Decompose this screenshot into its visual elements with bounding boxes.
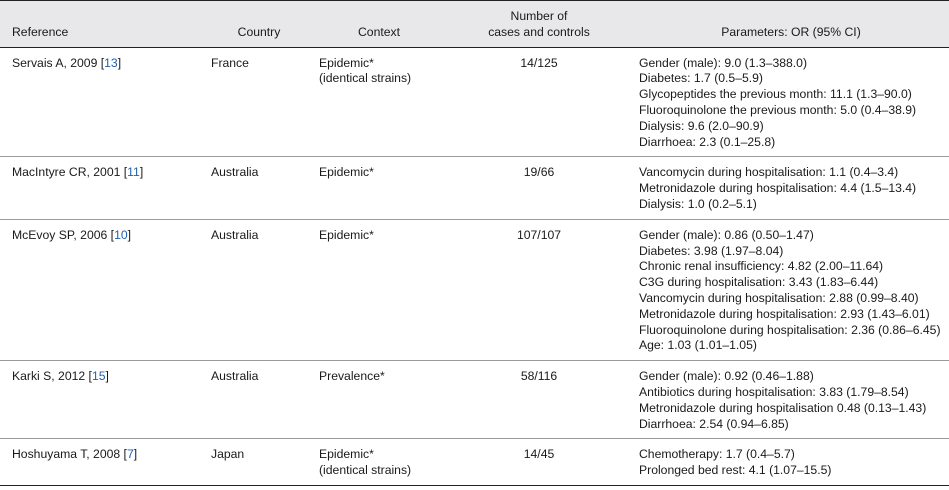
header-row: [0, 1, 949, 48]
cell-reference: [0, 219, 205, 360]
parameter-line: Metronidazole during hospitalisation 0.48 (0.13–1.43): [639, 400, 927, 415]
parameter-line: C3G during hospitalisation: 3.43 (1.83–6.44): [639, 275, 879, 290]
cell-cases-controls: 19/66: [445, 157, 633, 219]
parameter-line: Chronic renal insufficiency: 4.82 (2.00–11.64): [639, 259, 884, 274]
reference-author: Karki S, 2012 [: [12, 369, 92, 384]
table-row: [0, 361, 949, 439]
table-row: [0, 157, 949, 219]
context-line: Epidemic*: [319, 165, 374, 180]
context-line: Epidemic*: [319, 447, 374, 462]
table-row: [0, 47, 949, 157]
cell-context: [313, 47, 445, 157]
cell-parameters: [633, 157, 949, 219]
parameter-line: Prolonged bed rest: 4.1 (1.07–15.5): [639, 463, 832, 478]
cell-cases-controls: 107/107: [445, 219, 633, 360]
context-line: Epidemic*: [319, 227, 374, 242]
parameter-line: Dialysis: 9.6 (2.0–90.9): [639, 118, 764, 133]
header-cases-line2: cases and controls: [488, 24, 590, 39]
reference-author: MacIntyre CR, 2001 [: [12, 165, 128, 180]
cell-country: Australia: [205, 219, 313, 360]
cell-parameters: [633, 361, 949, 439]
parameter-line: Vancomycin during hospitalisation: 1.1 (0.4–3.4): [639, 165, 899, 180]
cell-cases-controls: 58/116: [445, 361, 633, 439]
reference-bracket: ]: [139, 165, 144, 180]
citation-link[interactable]: 11: [127, 165, 140, 180]
reference-author: McEvoy SP, 2006 [: [12, 227, 115, 242]
parameter-line: Chemotherapy: 1.7 (0.4–5.7): [639, 447, 795, 462]
context-line: (identical strains): [319, 71, 412, 86]
cell-country: Japan: [205, 439, 313, 486]
cell-parameters: [633, 439, 949, 486]
context-line: (identical strains): [319, 463, 412, 478]
cell-context: [313, 157, 445, 219]
reference-bracket: ]: [127, 227, 132, 242]
reference-author: Servais A, 2009 [: [12, 55, 105, 70]
reference-bracket: ]: [133, 447, 138, 462]
cell-context: [313, 219, 445, 360]
cell-cases-controls: 14/125: [445, 47, 633, 157]
parameter-line: Gender (male): 0.92 (0.46–1.88): [639, 369, 814, 384]
parameter-line: Diarrhoea: 2.3 (0.1–25.8): [639, 134, 776, 149]
cell-parameters: [633, 219, 949, 360]
citation-link[interactable]: 7: [126, 447, 134, 462]
citation-link[interactable]: 10: [114, 227, 128, 242]
parameter-line: Vancomycin during hospitalisation: 2.88 (0.99–8.40): [639, 290, 919, 305]
cell-reference: [0, 361, 205, 439]
parameter-line: Age: 1.03 (1.01–1.05): [639, 338, 757, 353]
reference-bracket: ]: [117, 55, 122, 70]
parameter-line: Antibiotics during hospitalisation: 3.83 (1.79–8.54): [639, 384, 909, 399]
cell-reference: [0, 47, 205, 157]
cell-country: Australia: [205, 157, 313, 219]
parameter-line: Diabetes: 1.7 (0.5–5.9): [639, 71, 763, 86]
cell-context: [313, 439, 445, 486]
parameter-line: Diarrhoea: 2.54 (0.94–6.85): [639, 416, 789, 431]
parameter-line: Metronidazole during hospitalisation: 4.4 (1.5–13.4): [639, 181, 917, 196]
parameter-line: Dialysis: 1.0 (0.2–5.1): [639, 196, 757, 211]
citation-link[interactable]: 13: [104, 55, 118, 70]
cell-reference: [0, 157, 205, 219]
table-row: [0, 219, 949, 360]
parameter-line: Gender (male): 0.86 (0.50–1.47): [639, 227, 814, 242]
reference-bracket: ]: [105, 369, 109, 384]
header-reference: Reference: [0, 1, 205, 48]
table-body: [0, 47, 949, 485]
header-parameters: Parameters: OR (95% CI): [633, 1, 949, 48]
cell-country: Australia: [205, 361, 313, 439]
header-cases: [445, 1, 633, 48]
parameter-line: Fluoroquinolone the previous month: 5.0 (0.4–38.9): [639, 102, 917, 117]
header-cases-line1: Number of: [510, 9, 568, 23]
parameter-line: Diabetes: 3.98 (1.97–8.04): [639, 243, 784, 258]
context-line: Epidemic*: [319, 55, 374, 70]
cell-reference: [0, 439, 205, 486]
cell-country: France: [205, 47, 313, 157]
table-header: [0, 1, 949, 48]
parameter-line: Metronidazole during hospitalisation: 2.93 (1.43–6.01): [639, 306, 930, 321]
citation-link[interactable]: 15: [91, 369, 106, 384]
table-row: [0, 439, 949, 486]
cell-cases-controls: 14/45: [445, 439, 633, 486]
header-context: Context: [313, 1, 445, 48]
parameter-line: Gender (male): 9.0 (1.3–388.0): [639, 55, 808, 70]
cell-parameters: [633, 47, 949, 157]
reference-author: Hoshuyama T, 2008 [: [12, 447, 127, 462]
parameter-line: Glycopeptides the previous month: 11.1 (1.3–90.0): [639, 87, 912, 102]
cell-context: [313, 361, 445, 439]
header-country: Country: [205, 1, 313, 48]
context-line: Prevalence*: [319, 369, 385, 384]
parameter-line: Fluoroquinolone during hospitalisation: 2.36 (0.86–6.45): [639, 322, 941, 337]
